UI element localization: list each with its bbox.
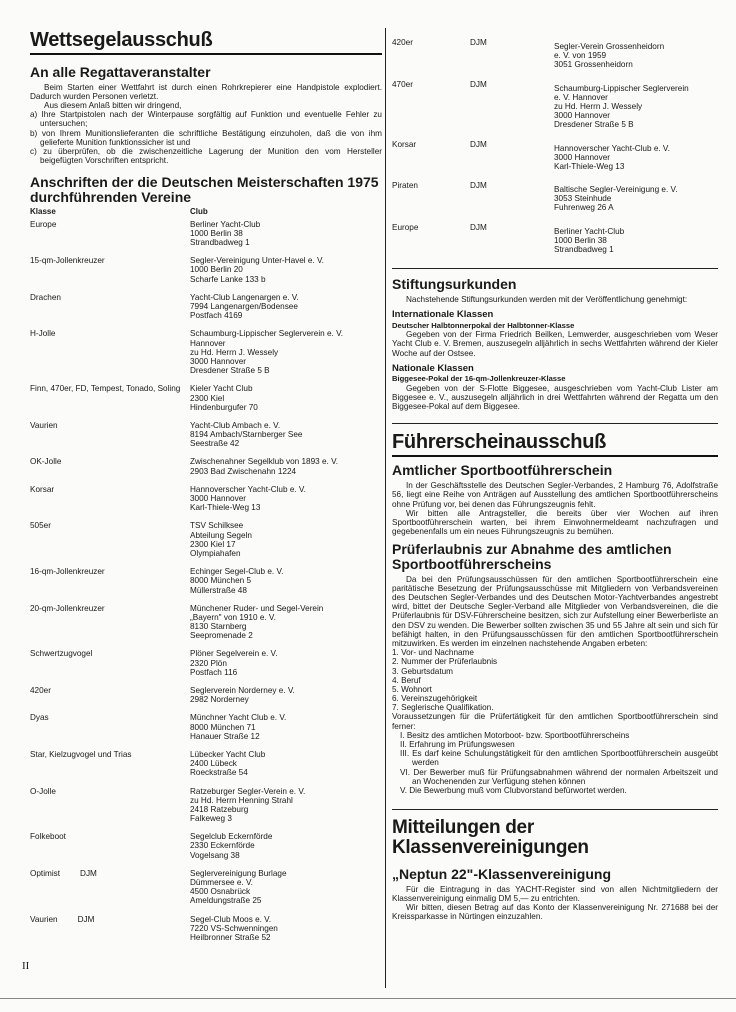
heading-internationale-klassen: Internationale Klassen <box>392 309 494 321</box>
address-line: zu Hd. Herrn J. Wessely <box>554 101 643 111</box>
heading-amtlicher-sportbootfuehrerschein: Amtlicher Sportbootführerschein <box>392 462 613 479</box>
klasse-label: 470er <box>392 79 413 89</box>
club-address <box>554 181 678 213</box>
djm-entry <box>392 140 718 172</box>
klasse-label: Vaurien <box>30 420 58 430</box>
address-line: Segelclub Eckernförde <box>190 832 273 842</box>
club-address <box>190 521 252 558</box>
club-entry <box>30 915 382 943</box>
voraussetzung-item: III. Es darf keine Schulungstätigkeit für den amtlichen Sportbootführerschein ausgeübt werden <box>400 749 718 768</box>
divider <box>392 268 718 269</box>
djm-entry <box>392 38 718 70</box>
address-line: Hanauer Straße 12 <box>190 731 260 741</box>
address-line: Karl-Thiele-Weg 13 <box>190 503 261 513</box>
address-line: 3000 Hannover <box>190 494 246 504</box>
address-line: Abteilung Segeln <box>190 530 252 540</box>
address-line: Müllerstraße 48 <box>190 585 247 595</box>
heading-anschriften: Anschriften der die Deutschen Meisterschaften 1975 durchführenden Vereine <box>30 174 379 206</box>
voraussetzung-item: VI. Der Bewerber muß für Prüfungsabnahmen während der normalen Arbeitszeit und an Wochenenden zur Verfügung stehen können <box>400 767 718 786</box>
address-line: Plöner Segelverein e. V. <box>190 649 278 659</box>
angaben-item: 4. Beruf <box>392 675 421 685</box>
klasse-name <box>30 220 190 248</box>
club-entry <box>30 384 382 412</box>
voraussetzung-item: II. Erfahrung im Prüfungswesen <box>400 740 515 749</box>
club-address <box>190 567 283 595</box>
club-entry <box>30 421 382 449</box>
address-line: Berliner Yacht-Club <box>190 219 261 229</box>
djm-label: DJM <box>80 868 97 878</box>
club-entry <box>30 787 382 824</box>
klasse-name <box>30 457 190 475</box>
stiftung-intro: Nachstehende Stiftungsurkunden werden mit der Veröffentlichung genehmigt: <box>406 294 688 304</box>
address-line: „Bayern" von 1910 e. V. <box>190 612 276 622</box>
angaben-item: 3. Geburtsdatum <box>392 666 453 676</box>
klasse-name <box>30 832 190 860</box>
amtlich-paragraph-1: In der Geschäftsstelle des Deutschen Segler-Verbandes, 2 Hamburg 76, Adolfstraße 56, liegt eine Reihe von Anträgen auf Ausstellung des amtlichen Sportbootführerscheins ohne Prüfung vor, bei denen das Führungszeugnis fehlt. <box>392 481 718 509</box>
voraussetzung-item: I. Besitz des amtlichen Motorboot- bzw. Sportbootführerscheins <box>400 730 630 740</box>
club-entry <box>30 750 382 778</box>
djm-club-list <box>392 38 718 254</box>
klasse-name <box>30 686 190 704</box>
address-line: Münchner Yacht Club e. V. <box>190 713 287 723</box>
klasse-name <box>30 787 190 824</box>
address-line: Yacht-Club Langenargen e. V. <box>190 292 299 302</box>
address-line: Seglerverein Norderney e. V. <box>190 686 295 696</box>
section-title-fuehrerscheinausschuss: Führerscheinausschuß <box>392 432 718 457</box>
klasse-label: 420er <box>392 38 413 47</box>
club-entry <box>30 649 382 677</box>
angaben-item: 1. Vor- und Nachname <box>392 648 474 658</box>
klasse-name <box>30 869 190 906</box>
column-header-klasse: Klasse <box>30 206 56 216</box>
djm-label: DJM <box>470 222 487 232</box>
point-b: b) von Ihrem Munitionslieferanten die schriftliche Bestätigung einzuholen, daß die von ihm gelieferte Munition funktionssicher ist und <box>30 128 382 147</box>
klasse-name <box>30 485 190 513</box>
klasse-label: Korsar <box>30 484 55 494</box>
klasse-label: Optimist <box>30 868 61 878</box>
voraussetzungen-list <box>392 731 718 795</box>
club-address <box>190 750 265 778</box>
club-address <box>190 832 272 860</box>
address-line: Seestraße 42 <box>190 439 240 449</box>
page-bottom-edge <box>0 998 736 999</box>
klasse-name <box>30 567 190 595</box>
address-line: 8130 Starnberg <box>190 622 247 632</box>
voraussetzungen-text: Voraussetzungen für die Prüfertätigkeit für den amtlichen Sportbootführerschein sind ferner: <box>392 712 718 731</box>
angaben-item: 2. Nummer der Prüferlaubnis <box>392 657 498 667</box>
klasse-label: 20-qm-Jollenkreuzer <box>30 603 105 613</box>
club-entry <box>30 686 382 704</box>
address-line: 8000 München 5 <box>190 576 251 586</box>
heading-nationale-klassen: Nationale Klassen <box>392 362 474 374</box>
column-divider <box>385 28 386 988</box>
klasse-label: Folkeboot <box>30 832 66 842</box>
address-line: 2320 Plön <box>190 658 227 668</box>
address-line: e. V. von 1959 <box>554 51 607 61</box>
club-address <box>190 329 343 375</box>
club-entry <box>30 832 382 860</box>
club-entry <box>30 256 382 284</box>
heading-halbtonnerpokal: Deutscher Halbtonnerpokal der Halbtonner-Klasse <box>392 320 575 330</box>
klasse-label: Korsar <box>392 139 417 149</box>
neptun-paragraph-2: Wir bitten, diesen Betrag auf das Konto der Klassenvereinigung Nr. 271688 bei der Kreissparkasse in Nürtingen einzuzahlen. <box>392 903 718 922</box>
left-column <box>30 30 382 942</box>
neptun-paragraph-1: Für die Eintragung in das YACHT-Register sind von allen Nichtmitgliedern der Klassenvereinigung einmalig DM 5,— zu entrichten. <box>392 884 718 903</box>
club-address <box>190 457 338 475</box>
point-a: a) Ihre Startpistolen nach der Winterpause sorgfältig auf Funktion und eventuelle Fehler zu untersuchen; <box>30 110 382 129</box>
address-line: 1000 Berlin 38 <box>554 235 607 245</box>
address-line: 1000 Berlin 20 <box>190 265 243 275</box>
club-address <box>190 220 260 248</box>
amtlich-paragraph-2: Wir bitten alle Antragsteller, die bereits über vier Wochen auf ihren Sportbootführerschein warten, bei ihrem Einwohnermeldeamt nachzufragen und gegebenenfalls um ein neues Führungszeugnis zu bemühen. <box>392 508 718 537</box>
djm-label: DJM <box>470 79 487 89</box>
address-line: Dümmersee e. V. <box>190 878 253 888</box>
club-entry <box>30 293 382 321</box>
address-line: Zwischenahner Segelklub von 1893 e. V. <box>190 457 339 467</box>
club-address <box>190 686 295 704</box>
klasse-label: Vaurien <box>30 914 58 924</box>
page-number: II <box>22 960 30 972</box>
address-line: Lübecker Yacht Club <box>190 749 266 759</box>
heading-neptun-22: „Neptun 22"-Klassenvereinigung <box>392 866 612 882</box>
address-line: 7220 VS-Schwenningen <box>190 923 278 933</box>
address-line: Postfach 116 <box>190 667 238 677</box>
klasse-label: Europe <box>392 222 419 232</box>
address-line: zu Hd. Herrn J. Wessely <box>190 347 279 357</box>
djm-entry <box>392 223 718 255</box>
club-address <box>554 38 664 70</box>
address-line: Schaumburg-Lippischer Seglerverein <box>554 83 689 93</box>
address-line: Ratzeburger Segler-Verein e. V. <box>190 786 306 796</box>
klasse-name <box>30 384 190 412</box>
section-title-mitteilungen: Mitteilungen der Klassenvereinigungen <box>392 817 589 859</box>
club-list <box>30 220 382 942</box>
address-line: Fuhrenweg 26 A <box>554 203 614 213</box>
club-address <box>190 384 258 412</box>
address-line: 3000 Hannover <box>190 356 246 366</box>
address-line: 2300 Kiel <box>190 393 225 403</box>
club-address <box>554 140 670 172</box>
club-address <box>190 915 278 943</box>
address-line: e. V. Hannover <box>554 92 608 102</box>
club-address <box>190 485 306 513</box>
club-address <box>190 604 323 641</box>
prueferlaubnis-text: Da bei den Prüfungsausschüssen für den amtlichen Sportbootführerschein eine paritätische Besetzung der Prüfungsausschüsse mit Mitgliedern von Verbandsvereinen des Deutschen Segler-Verbandes und des Deutschen Motor-Yachtverbandes angestrebt wird, bittet der Deutsche Segler-Verband alle Mitglieder von Verbandsvereinen, die die Prüferlaubnis für DSV-Führerscheine besitzen, sich zur Aufstellung einer Bewerberliste an den DSV zu wenden. Die Bewerber sollten zwischen 35 und 55 Jahre alt sein und sich für befähigt halten, in den Prüfungsausschüssen für den amtlichen Sportbootführerschein mitzuwirken. Es werden im einzelnen nachstehende Angaben erbeten: <box>392 574 718 648</box>
right-column <box>392 38 718 921</box>
djm-entry <box>392 80 718 130</box>
club-entry <box>30 869 382 906</box>
klasse-label: O-Jolle <box>30 786 56 796</box>
klasse-name <box>30 604 190 641</box>
club-address <box>190 787 305 824</box>
address-line: 3000 Hannover <box>554 111 610 121</box>
heading-biggesee-pokal: Biggesee-Pokal der 16-qm-Jollenkreuzer-Klasse <box>392 374 566 384</box>
address-line: 3051 Grossenheidorn <box>554 60 633 70</box>
club-entry <box>30 713 382 741</box>
address-line: Berliner Yacht-Club <box>554 226 625 236</box>
club-entry <box>30 220 382 248</box>
klasse-name <box>30 521 190 558</box>
address-line: 7994 Langenargen/Bodensee <box>190 302 298 312</box>
address-line: Roeckstraße 54 <box>190 768 248 778</box>
djm-label: DJM <box>470 38 487 47</box>
address-line: 4500 Osnabrück <box>190 887 251 897</box>
klasse-name <box>30 750 190 778</box>
klasse-label: Star, Kielzugvogel und Trias <box>30 749 132 759</box>
address-line: Falkeweg 3 <box>190 814 232 824</box>
klasse-label: Europe <box>30 219 57 229</box>
address-line: Seglervereinigung Burlage <box>190 868 287 878</box>
address-line: Segler-Vereinigung Unter-Havel e. V. <box>190 256 324 266</box>
address-line: 2903 Bad Zwischenahn 1224 <box>190 466 297 476</box>
address-line: Scharfe Lanke 133 b <box>190 274 266 284</box>
club-entry <box>30 567 382 595</box>
klasse-name <box>30 713 190 741</box>
address-line: Ameldungstraße 25 <box>190 896 262 906</box>
heading-stiftungsurkunden: Stiftungsurkunden <box>392 276 517 293</box>
address-line: 8194 Ambach/Starnberger See <box>190 430 303 440</box>
address-line: Hannoverscher Yacht-Club e. V. <box>190 484 306 494</box>
klasse-label: 15-qm-Jollenkreuzer <box>30 256 105 266</box>
club-entry <box>30 485 382 513</box>
klasse-label: 505er <box>30 521 51 531</box>
klasse-label: H-Jolle <box>30 329 56 339</box>
address-line: Echinger Segel-Club e. V. <box>190 567 284 577</box>
address-line: 2400 Lübeck <box>190 759 237 769</box>
club-address <box>190 713 286 741</box>
address-line: Segel-Club Moos e. V. <box>190 914 272 924</box>
club-entry <box>30 329 382 375</box>
klasse-label: Piraten <box>392 181 418 191</box>
point-c: c) zu überprüfen, ob die zwischenzeitliche Lagerung der Munition den vom Hersteller beigefügten Vorschriften entspricht. <box>30 147 382 166</box>
djm-label: DJM <box>470 181 487 191</box>
address-line: Hannover <box>190 338 226 348</box>
divider <box>392 809 718 810</box>
club-address <box>190 293 299 321</box>
klasse-name <box>30 293 190 321</box>
halbtonnerpokal-text: Gegeben von der Firma Friedrich Beilken, Lemwerder, ausgeschrieben vom Weser Yacht Club e. V. Bremen, auszusegeln alljährlich in sechs Wettfahrten während der Kieler Woche auf der Ostsee. <box>392 330 718 358</box>
address-line: 8000 München 71 <box>190 722 256 732</box>
club-address <box>190 421 302 449</box>
angaben-item: 7. Seglerische Qualifikation. <box>392 703 494 713</box>
address-line: 2300 Kiel 17 <box>190 539 236 549</box>
klasse-label: OK-Jolle <box>30 457 62 467</box>
address-line: 2330 Eckernförde <box>190 841 255 851</box>
club-entry <box>30 604 382 641</box>
address-line: 2982 Norderney <box>190 695 249 705</box>
djm-entry <box>392 181 718 213</box>
klasse-label: Dyas <box>30 713 49 723</box>
address-line: Segler-Verein Grossenheidorn <box>554 42 665 51</box>
address-line: Vogelsang 38 <box>190 850 240 860</box>
address-line: Strandbadweg 1 <box>190 238 250 248</box>
club-address <box>190 649 278 677</box>
address-line: TSV Schilksee <box>190 521 244 531</box>
address-line: 3000 Hannover <box>554 152 610 162</box>
section-title-wettsegelausschuss: Wettsegelausschuß <box>30 30 382 55</box>
address-line: Postfach 4169 <box>190 311 243 321</box>
address-line: Schaumburg-Lippischer Seglerverein e. V. <box>190 329 344 339</box>
klasse-label: Drachen <box>30 292 61 302</box>
angaben-list <box>392 648 718 712</box>
intro-paragraph-2: Aus diesem Anlaß bitten wir dringend, <box>44 101 182 111</box>
voraussetzung-item: V. Die Bewerbung muß vom Clubvorstand befürwortet werden. <box>400 785 627 795</box>
table-header <box>30 208 382 217</box>
club-entry <box>30 457 382 475</box>
club-address <box>554 223 624 255</box>
address-line: 1000 Berlin 38 <box>190 228 243 238</box>
djm-label: DJM <box>470 139 487 149</box>
club-address <box>190 256 324 284</box>
club-address <box>554 80 689 130</box>
address-line: zu Hd. Herrn Henning Strahl <box>190 795 293 805</box>
column-header-club: Club <box>190 206 208 216</box>
klasse-label: Finn, 470er, FD, Tempest, Tonado, Soling <box>30 384 181 394</box>
club-address <box>190 869 287 906</box>
address-line: Karl-Thiele-Weg 13 <box>554 161 625 171</box>
klasse-label: 16-qm-Jollenkreuzer <box>30 567 105 577</box>
address-line: 2418 Ratzeburg <box>190 804 249 814</box>
klasse-name <box>30 329 190 375</box>
klasse-name <box>30 649 190 677</box>
klasse-label: Schwertzugvogel <box>30 649 93 659</box>
address-line: Heilbronner Straße 52 <box>190 932 271 942</box>
divider <box>392 423 718 424</box>
djm-label: DJM <box>77 914 95 924</box>
klasse-name <box>30 915 190 943</box>
heading-prueferlaubnis: Prüferlaubnis zur Abnahme des amtlichen Sportbootführerscheins <box>392 541 672 572</box>
heading-regattaveranstalter: An alle Regattaveranstalter <box>30 64 211 80</box>
address-line: Hindenburgufer 70 <box>190 402 258 412</box>
angaben-item: 6. Vereinszugehörigkeit <box>392 694 478 704</box>
klasse-name <box>30 421 190 449</box>
address-line: Kieler Yacht Club <box>190 384 253 394</box>
address-line: Baltische Segler-Vereinigung e. V. <box>554 185 678 195</box>
club-entry <box>30 521 382 558</box>
biggesee-pokal-text: Gegeben von der S-Flotte Biggesee, ausgeschrieben vom Yacht-Club Lister am Biggesee e. V., auszusegeln alljährlich in drei Wettfahrten während der Regatta um den Biggesee-Pokal auf dem Biggesee. <box>392 383 718 412</box>
angaben-item: 5. Wohnort <box>392 684 432 694</box>
intro-paragraph-1: Beim Starten einer Wettfahrt ist durch einen Rohrkrepierer eine Handpistole explodiert. Dadurch wurden Personen verletzt. <box>30 82 382 101</box>
address-line: Yacht-Club Ambach e. V. <box>190 420 281 430</box>
klasse-label: 420er <box>30 686 51 696</box>
klasse-name <box>30 256 190 284</box>
address-line: Strandbadweg 1 <box>554 245 614 254</box>
address-line: Münchener Ruder- und Segel-Verein <box>190 603 324 613</box>
address-line: 3053 Steinhude <box>554 194 612 204</box>
address-line: Dresdener Straße 5 B <box>190 366 270 376</box>
address-line: Seepromenade 2 <box>190 631 253 641</box>
address-line: Dresdener Straße 5 B <box>554 120 634 130</box>
address-line: Olympiahafen <box>190 548 241 558</box>
address-line: Hannoverscher Yacht-Club e. V. <box>554 143 670 153</box>
